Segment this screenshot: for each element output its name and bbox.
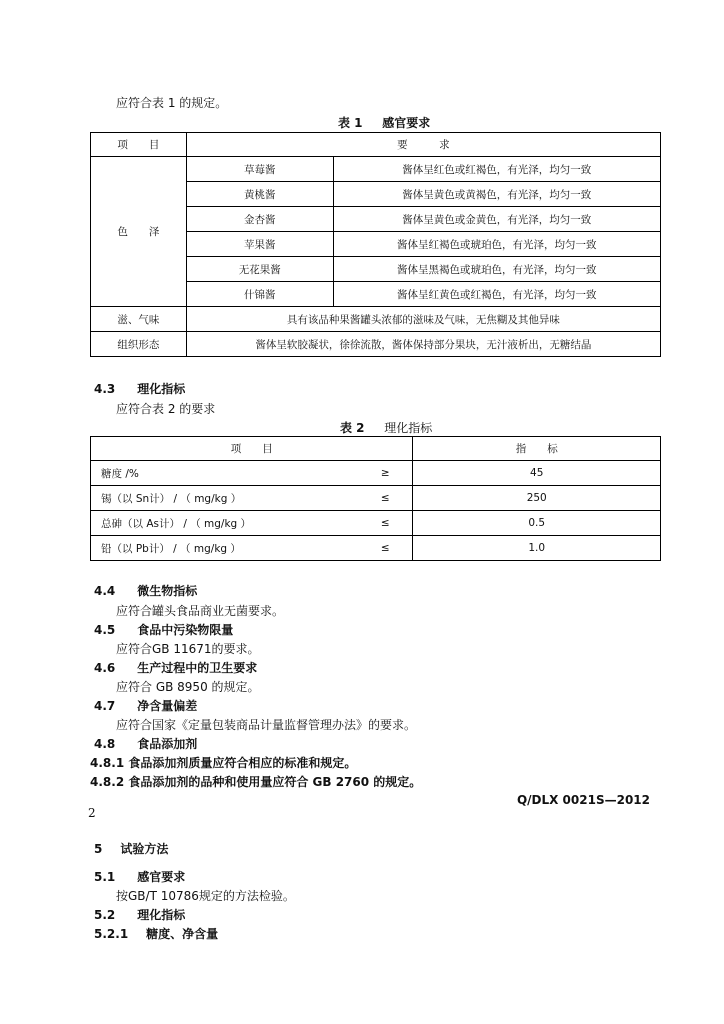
section-title: 净含量偏差 bbox=[137, 699, 198, 713]
item-value: 250 bbox=[413, 486, 661, 511]
item-name: 糖度 /% bbox=[91, 461, 359, 486]
section-4-8-2: 4.8.2 食品添加剂的品种和使用量应符合 GB 2760 的规定。 bbox=[90, 775, 422, 789]
header-item: 项 目 bbox=[91, 133, 187, 157]
table2-caption-title: 理化指标 bbox=[384, 421, 433, 435]
section-number: 5.1 bbox=[94, 870, 116, 884]
product-desc: 酱体呈黄色或金黄色，有光泽，均匀一致 bbox=[333, 207, 660, 232]
physchem-table bbox=[90, 436, 661, 561]
item-value: 1.0 bbox=[413, 536, 661, 561]
table2-caption bbox=[340, 419, 432, 436]
section-4-6-text: 应符合 GB 8950 的规定。 bbox=[116, 680, 260, 694]
section-5-1-heading bbox=[94, 868, 185, 885]
item-name: 锡（以 Sn计） / （ mg/kg ） bbox=[91, 486, 359, 511]
operator: ≤ bbox=[358, 536, 413, 561]
sensory-table bbox=[90, 132, 661, 357]
taste-label: 滋、气味 bbox=[91, 307, 187, 332]
table-header-row bbox=[91, 133, 661, 157]
section-number: 4.4 bbox=[94, 584, 116, 598]
product-name: 无花果酱 bbox=[186, 257, 333, 282]
section-title: 食品添加剂 bbox=[137, 737, 198, 751]
table-row bbox=[91, 332, 661, 357]
section-4-7-text: 应符合国家《定量包装商品计量监督管理办法》的要求。 bbox=[116, 718, 417, 732]
product-desc: 酱体呈黄色或黄褐色，有光泽，均匀一致 bbox=[333, 182, 660, 207]
section-number: 4.8 bbox=[94, 737, 116, 751]
table-row bbox=[91, 536, 661, 561]
section-title: 试验方法 bbox=[120, 842, 169, 856]
operator: ≤ bbox=[358, 486, 413, 511]
section-4-8-heading bbox=[94, 735, 197, 752]
section-number: 4.6 bbox=[94, 661, 116, 675]
section-4-6-heading bbox=[94, 659, 257, 676]
section-title: 生产过程中的卫生要求 bbox=[137, 661, 258, 675]
table-row bbox=[91, 307, 661, 332]
section-4-4-text: 应符合罐头食品商业无菌要求。 bbox=[116, 604, 285, 618]
section-4-5-text: 应符合GB 11671的要求。 bbox=[116, 642, 260, 656]
section-5-1-text: 按GB/T 10786规定的方法检验。 bbox=[116, 889, 295, 903]
table1-caption bbox=[338, 114, 430, 131]
section-number: 4.3 bbox=[94, 382, 116, 396]
section-5-heading bbox=[94, 840, 168, 857]
product-name: 黄桃酱 bbox=[186, 182, 333, 207]
section-4-8-1: 4.8.1 食品添加剂质量应符合相应的标准和规定。 bbox=[90, 756, 357, 770]
section-number: 4.7 bbox=[94, 699, 116, 713]
section-title: 微生物指标 bbox=[137, 584, 198, 598]
table-header-row bbox=[91, 437, 661, 461]
color-label: 色 泽 bbox=[91, 157, 187, 307]
product-desc: 酱体呈红色或红褐色，有光泽，均匀一致 bbox=[333, 157, 660, 182]
section-4-7-heading bbox=[94, 697, 197, 714]
header-requirement: 要 求 bbox=[186, 133, 660, 157]
product-name: 什锦酱 bbox=[186, 282, 333, 307]
product-desc: 酱体呈红褐色或琥珀色，有光泽，均匀一致 bbox=[333, 232, 660, 257]
header-value: 指 标 bbox=[413, 437, 661, 461]
section-title: 理化指标 bbox=[137, 382, 186, 396]
intro-line: 应符合表 1 的规定。 bbox=[116, 96, 228, 110]
operator: ≥ bbox=[358, 461, 413, 486]
product-name: 草莓酱 bbox=[186, 157, 333, 182]
section-4-4-heading bbox=[94, 582, 197, 599]
table2-caption-number: 表 2 bbox=[340, 421, 365, 435]
table1-caption-title: 感官要求 bbox=[382, 116, 431, 130]
table-row bbox=[91, 461, 661, 486]
operator: ≤ bbox=[358, 511, 413, 536]
section-title: 理化指标 bbox=[137, 908, 186, 922]
product-name: 苹果酱 bbox=[186, 232, 333, 257]
page-number: 2 bbox=[88, 806, 96, 820]
product-desc: 酱体呈红黄色或红褐色，有光泽，均匀一致 bbox=[333, 282, 660, 307]
header-item: 项 目 bbox=[91, 437, 413, 461]
section-5-2-1-heading bbox=[94, 925, 218, 942]
section-number: 5.2 bbox=[94, 908, 116, 922]
item-value: 45 bbox=[413, 461, 661, 486]
table-row bbox=[91, 157, 661, 182]
section-number: 4.5 bbox=[94, 623, 116, 637]
section-title: 食品中污染物限量 bbox=[137, 623, 234, 637]
item-name: 铅（以 Pb计） / （ mg/kg ） bbox=[91, 536, 359, 561]
table1-caption-number: 表 1 bbox=[338, 116, 363, 130]
section-5-2-heading bbox=[94, 906, 185, 923]
section-title: 感官要求 bbox=[137, 870, 186, 884]
section-number: 5.2.1 bbox=[94, 927, 129, 941]
texture-desc: 酱体呈软胶凝状，徐徐流散，酱体保持部分果块，无汁液析出，无糖结晶 bbox=[186, 332, 660, 357]
table-row bbox=[91, 486, 661, 511]
taste-desc: 具有该品种果酱罐头浓郁的滋味及气味，无焦糊及其他异味 bbox=[186, 307, 660, 332]
product-name: 金杏酱 bbox=[186, 207, 333, 232]
item-name: 总砷（以 As计） / （ mg/kg ） bbox=[91, 511, 359, 536]
section-4-3-heading bbox=[94, 380, 185, 397]
table-row bbox=[91, 511, 661, 536]
section-4-5-heading bbox=[94, 621, 233, 638]
texture-label: 组织形态 bbox=[91, 332, 187, 357]
section-title: 糖度、净含量 bbox=[146, 927, 219, 941]
product-desc: 酱体呈黑褐色或琥珀色，有光泽，均匀一致 bbox=[333, 257, 660, 282]
section-4-3-text: 应符合表 2 的要求 bbox=[116, 402, 216, 416]
item-value: 0.5 bbox=[413, 511, 661, 536]
section-number: 5 bbox=[94, 842, 103, 856]
document-code: Q/DLX 0021S—2012 bbox=[516, 793, 650, 807]
